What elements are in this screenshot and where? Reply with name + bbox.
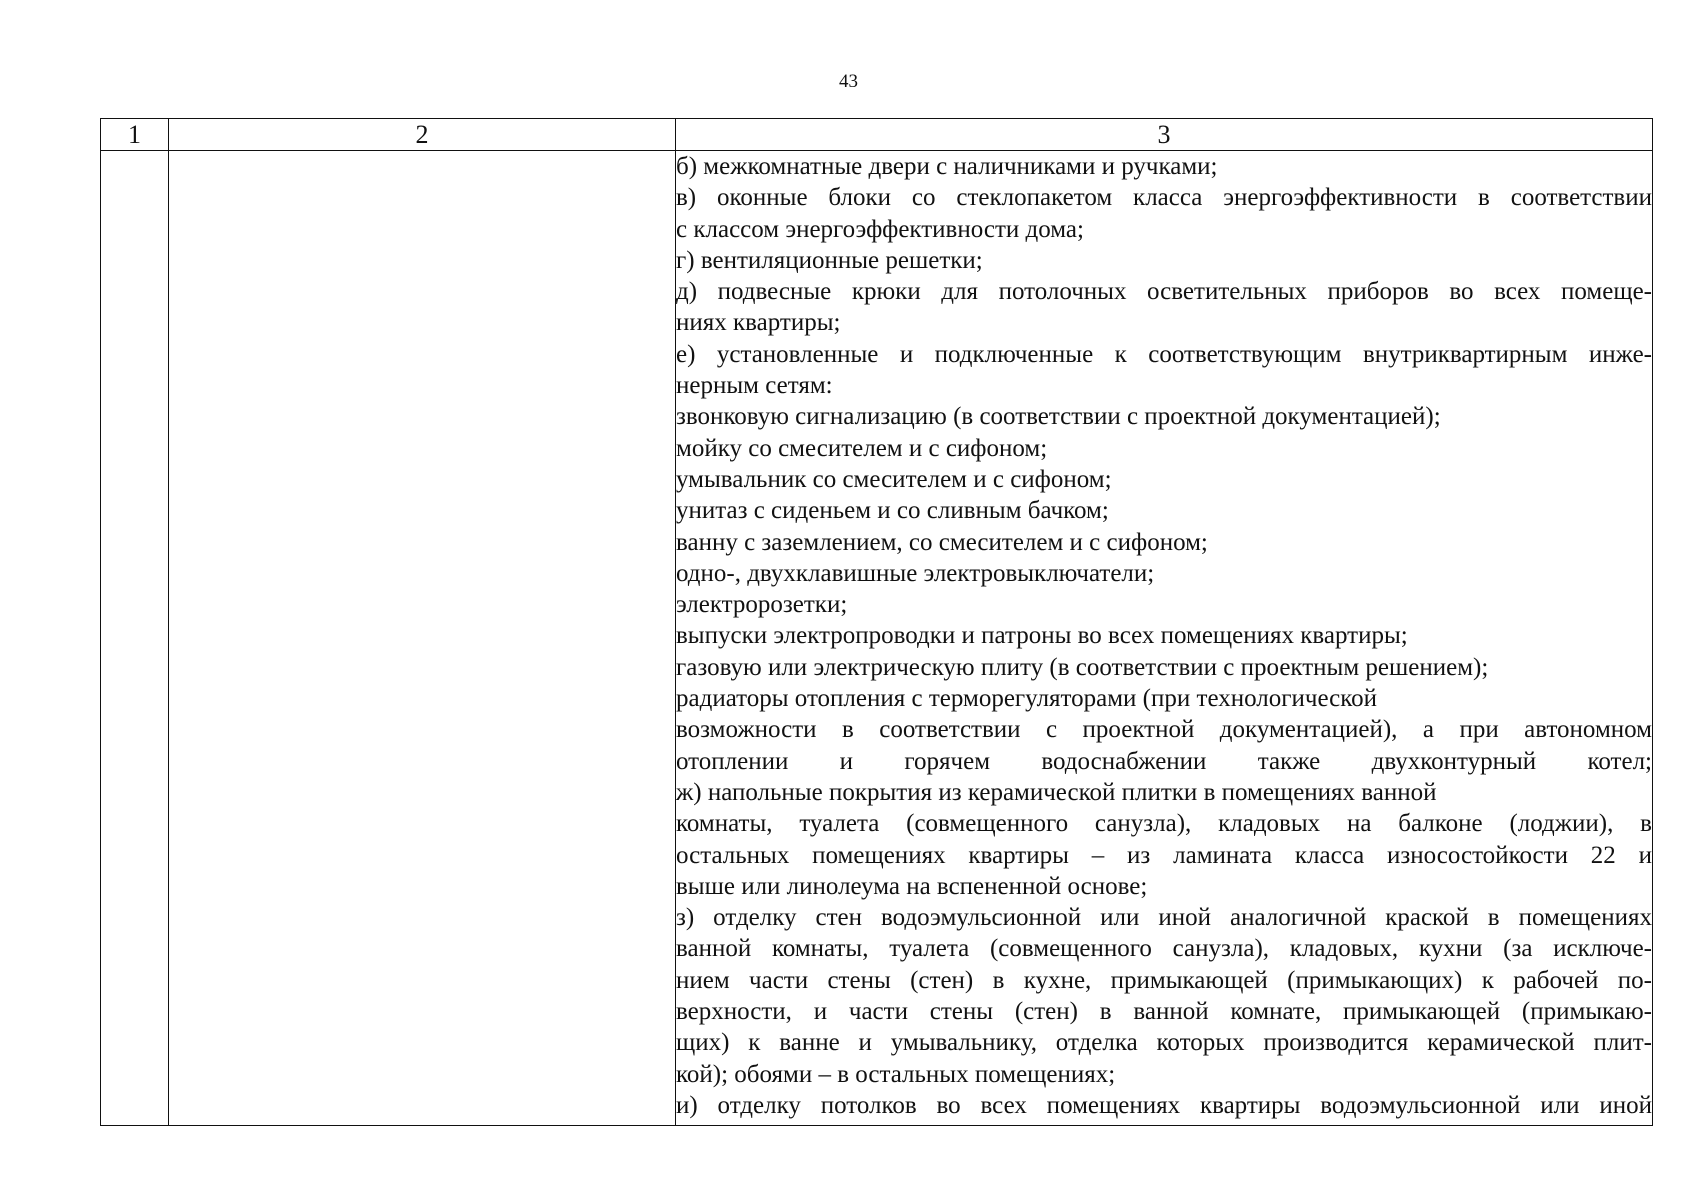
text-line: мойку со смесителем и с сифоном; (676, 434, 1048, 462)
header-col-2: 2 (169, 119, 676, 151)
table-row (101, 151, 1653, 1126)
text-line: нерным сетям: (676, 372, 833, 400)
text-line: выпуски электропроводки и патроны во всех помещениях квартиры; (676, 622, 1408, 650)
text-line: газовую или электрическую плиту (в соответствии с проектным решением); (676, 653, 1489, 681)
text-line: ниях квартиры; (676, 309, 841, 337)
text-line: е) установленные и подключенные к соответствующим внутриквартирным инже- (676, 340, 1652, 368)
text-line: электророзетки; (676, 591, 848, 619)
text-line: умывальник со смесителем и с сифоном; (676, 465, 1112, 493)
header-col-1: 1 (101, 119, 169, 151)
table-header-row (101, 119, 1653, 151)
text-line: г) вентиляционные решетки; (676, 246, 983, 274)
requirements-table (100, 118, 1653, 1126)
text-line: ванну с заземлением, со смесителем и с сифоном; (676, 528, 1208, 556)
text-line: остальных помещениях квартиры – из ламината класса износостойкости 22 и (676, 841, 1652, 869)
text-line: комнаты, туалета (совмещенного санузла), кладовых на балконе (лоджии), в (676, 810, 1652, 838)
cell-col-2 (169, 151, 676, 1126)
text-line: и) отделку потолков во всех помещениях квартиры водоэмульсионной или иной (676, 1091, 1652, 1119)
text-line: звонковую сигнализацию (в соответствии с проектной документацией); (676, 403, 1441, 431)
page-number: 43 (839, 71, 858, 92)
text-line: отоплении и горячем водоснабжении также двухконтурный котел; (676, 747, 1652, 775)
text-line: возможности в соответствии с проектной документацией), а при автономном (676, 716, 1652, 744)
text-line: ванной комнаты, туалета (совмещенного санузла), кладовых, кухни (за исключе- (676, 935, 1652, 963)
cell-col-1 (101, 151, 169, 1126)
text-line: радиаторы отопления с терморегуляторами (при технологической (676, 685, 1378, 713)
text-line: с классом энергоэффективности дома; (676, 215, 1084, 243)
header-col-3: 3 (676, 119, 1653, 151)
col3-text-block (676, 151, 1652, 1121)
text-line: д) подвесные крюки для потолочных осветительных приборов во всех помеще- (676, 278, 1652, 306)
cell-col-3 (676, 151, 1653, 1126)
text-line: одно-, двухклавишные электровыключатели; (676, 559, 1155, 587)
text-line: верхности, и части стены (стен) в ванной комнате, примыкающей (примыкаю- (676, 998, 1652, 1026)
text-line: б) межкомнатные двери с наличниками и ручками; (676, 153, 1218, 180)
text-line: кой); обоями – в остальных помещениях; (676, 1060, 1116, 1088)
text-line: щих) к ванне и умывальнику, отделка которых производится керамической плит- (676, 1029, 1652, 1057)
text-line: выше или линолеума на вспененной основе; (676, 872, 1148, 900)
text-line: ж) напольные покрытия из керамической плитки в помещениях ванной (676, 778, 1437, 806)
text-line: в) оконные блоки со стеклопакетом класса энергоэффективности в соответствии (676, 184, 1652, 212)
text-line: нием части стены (стен) в кухне, примыкающей (примыкающих) к рабочей по- (676, 966, 1652, 994)
text-line: унитаз с сиденьем и со сливным бачком; (676, 497, 1109, 525)
text-line: з) отделку стен водоэмульсионной или иной аналогичной краской в помещениях (676, 904, 1652, 932)
